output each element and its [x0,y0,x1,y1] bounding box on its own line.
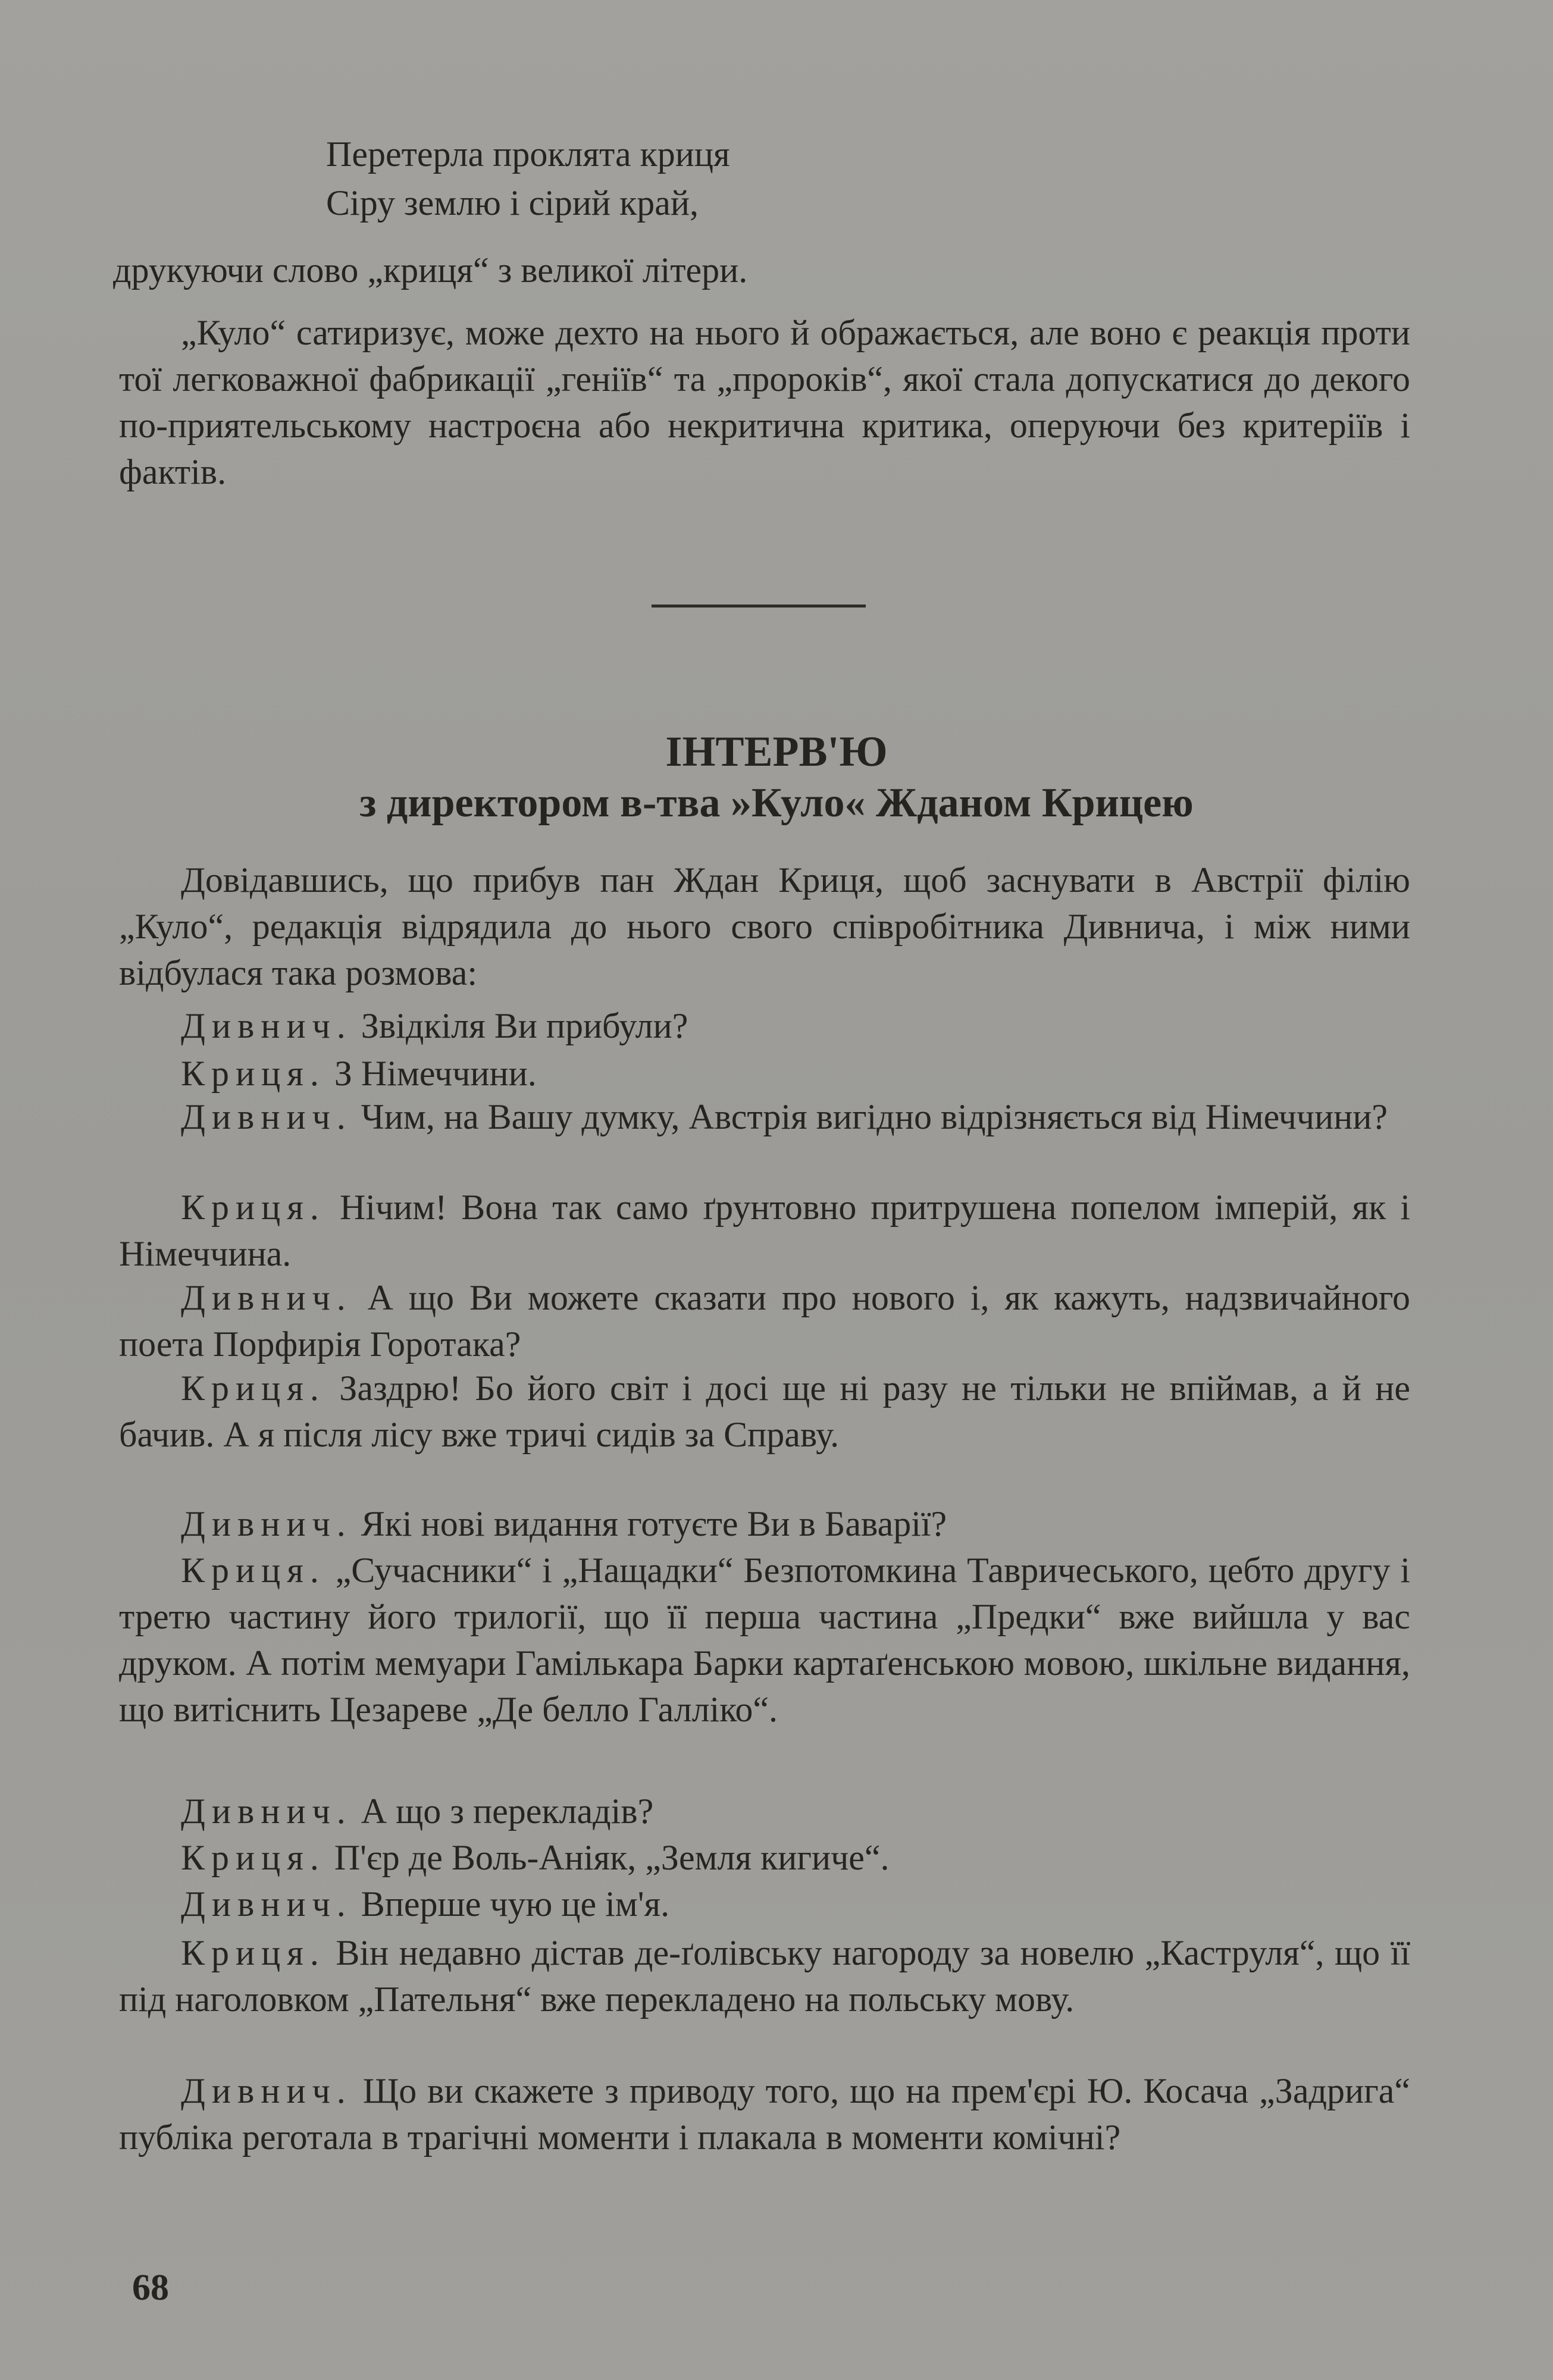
dialogue-line [119,1094,1410,1140]
speaker-name: Дивнич. [181,2071,352,2110]
speaker-name: Криця. [181,1838,325,1877]
verse-line: Перетерла проклята криця [326,134,730,174]
verse-line: Сіру землю і сірий край, [326,183,699,223]
dialogue-line [119,1050,1410,1097]
dialogue-line [119,1365,1410,1458]
speaker-name: Криця. [181,1368,325,1408]
dialogue-text: Вперше чую це ім'я. [361,1884,670,1924]
dialogue-line [119,1274,1410,1367]
dialogue-line [119,1184,1410,1277]
dialogue-line [119,1834,1410,1881]
dialogue-line [119,1501,1410,1547]
speaker-name: Дивнич. [181,1097,352,1136]
dialogue-text: Нічим! Вона так само ґрунтовно притрушена попелом імперій, як і Німеччина. [119,1188,1410,1273]
dialogue-text: А що з перекладів? [361,1792,654,1831]
page-number: 68 [132,2268,169,2308]
article-title: ІНТЕРВ'Ю [665,728,888,775]
verse-continuation: друкуючи слово „криця“ з великої літери. [113,250,748,290]
dialogue-line [119,1930,1410,2022]
verse-quote [326,130,730,227]
dialogue-line [119,1547,1410,1733]
dialogue-line [119,2068,1410,2160]
speaker-name: Криця. [181,1188,325,1227]
speaker-name: Криця. [181,1551,325,1590]
dialogue-line [119,1881,1410,1927]
article-intro: Довідавшись, що прибув пан Ждан Криця, щоб заснувати в Австрії філію „Куло“, редакція відрядила до нього свого співробітника Дивнича, і між ними відбулася така розмова: [119,860,1410,992]
dialogue-text: Звідкіля Ви прибули? [361,1006,688,1045]
kulo-paragraph: „Куло“ сатиризує, може дехто на нього й ображається, але воно є реакція проти тої легковажної фабрикації „геніїв“ та „пророків“, якої стала допускатися до декого по-приятельському настроєна або некритична критика, оперуючи без критеріїв і фактів. [119,313,1410,491]
speaker-name: Дивнич. [181,1006,352,1045]
speaker-name: Дивнич. [181,1884,352,1924]
speaker-name: Дивнич. [181,1792,352,1831]
dialogue-text: П'єр де Воль-Аніяк, „Земля кигиче“. [334,1838,890,1877]
dialogue-line [119,1003,1410,1049]
section-divider [652,605,866,607]
dialogue-text: З Німеччини. [334,1054,537,1093]
dialogue-text: Заздрю! Бо його світ і досі ще ні разу не тільки не впіймав, а й не бачив. А я після лісу вже тричі сидів за Справу. [119,1368,1411,1454]
dialogue-text: Він недавно дістав де-ґолівську нагороду за новелю „Каструля“, що її під наголовком „Пательня“ вже перекладено на польську мову. [119,1933,1411,2019]
dialogue-text: А що Ви можете сказати про нового і, як кажуть, надзвичайного поета Порфирія Горотака? [119,1278,1411,1364]
dialogue-text: Чим, на Вашу думку, Австрія вигідно відрізняється від Німеччини? [361,1097,1388,1136]
speaker-name: Дивнич. [181,1504,352,1543]
speaker-name: Криця. [181,1054,325,1093]
dialogue-text: „Сучасники“ і „Нащадки“ Безпотомкина Тавричеського, цебто другу і третю частину його трилогії, що її перша частина „Предки“ вже вийшла у вас друком. А потім мемуари Гамількара Барки картаґенською мовою, шкільне видання, що витіснить Цезареве „Де белло Галліко“. [119,1551,1411,1729]
speaker-name: Криця. [181,1933,325,1972]
dialogue-text: Що ви скажете з приводу того, що на прем'єрі Ю. Косача „Задрига“ публіка реготала в трагічні моменти і плакала в моменти комічні? [119,2071,1411,2157]
speaker-name: Дивнич. [181,1278,352,1317]
article-subtitle: з директором в-тва »Куло« Жданом Крицею [359,780,1194,826]
dialogue-line [119,1788,1410,1834]
dialogue-text: Які нові видання готуєте Ви в Баварії? [361,1504,947,1543]
